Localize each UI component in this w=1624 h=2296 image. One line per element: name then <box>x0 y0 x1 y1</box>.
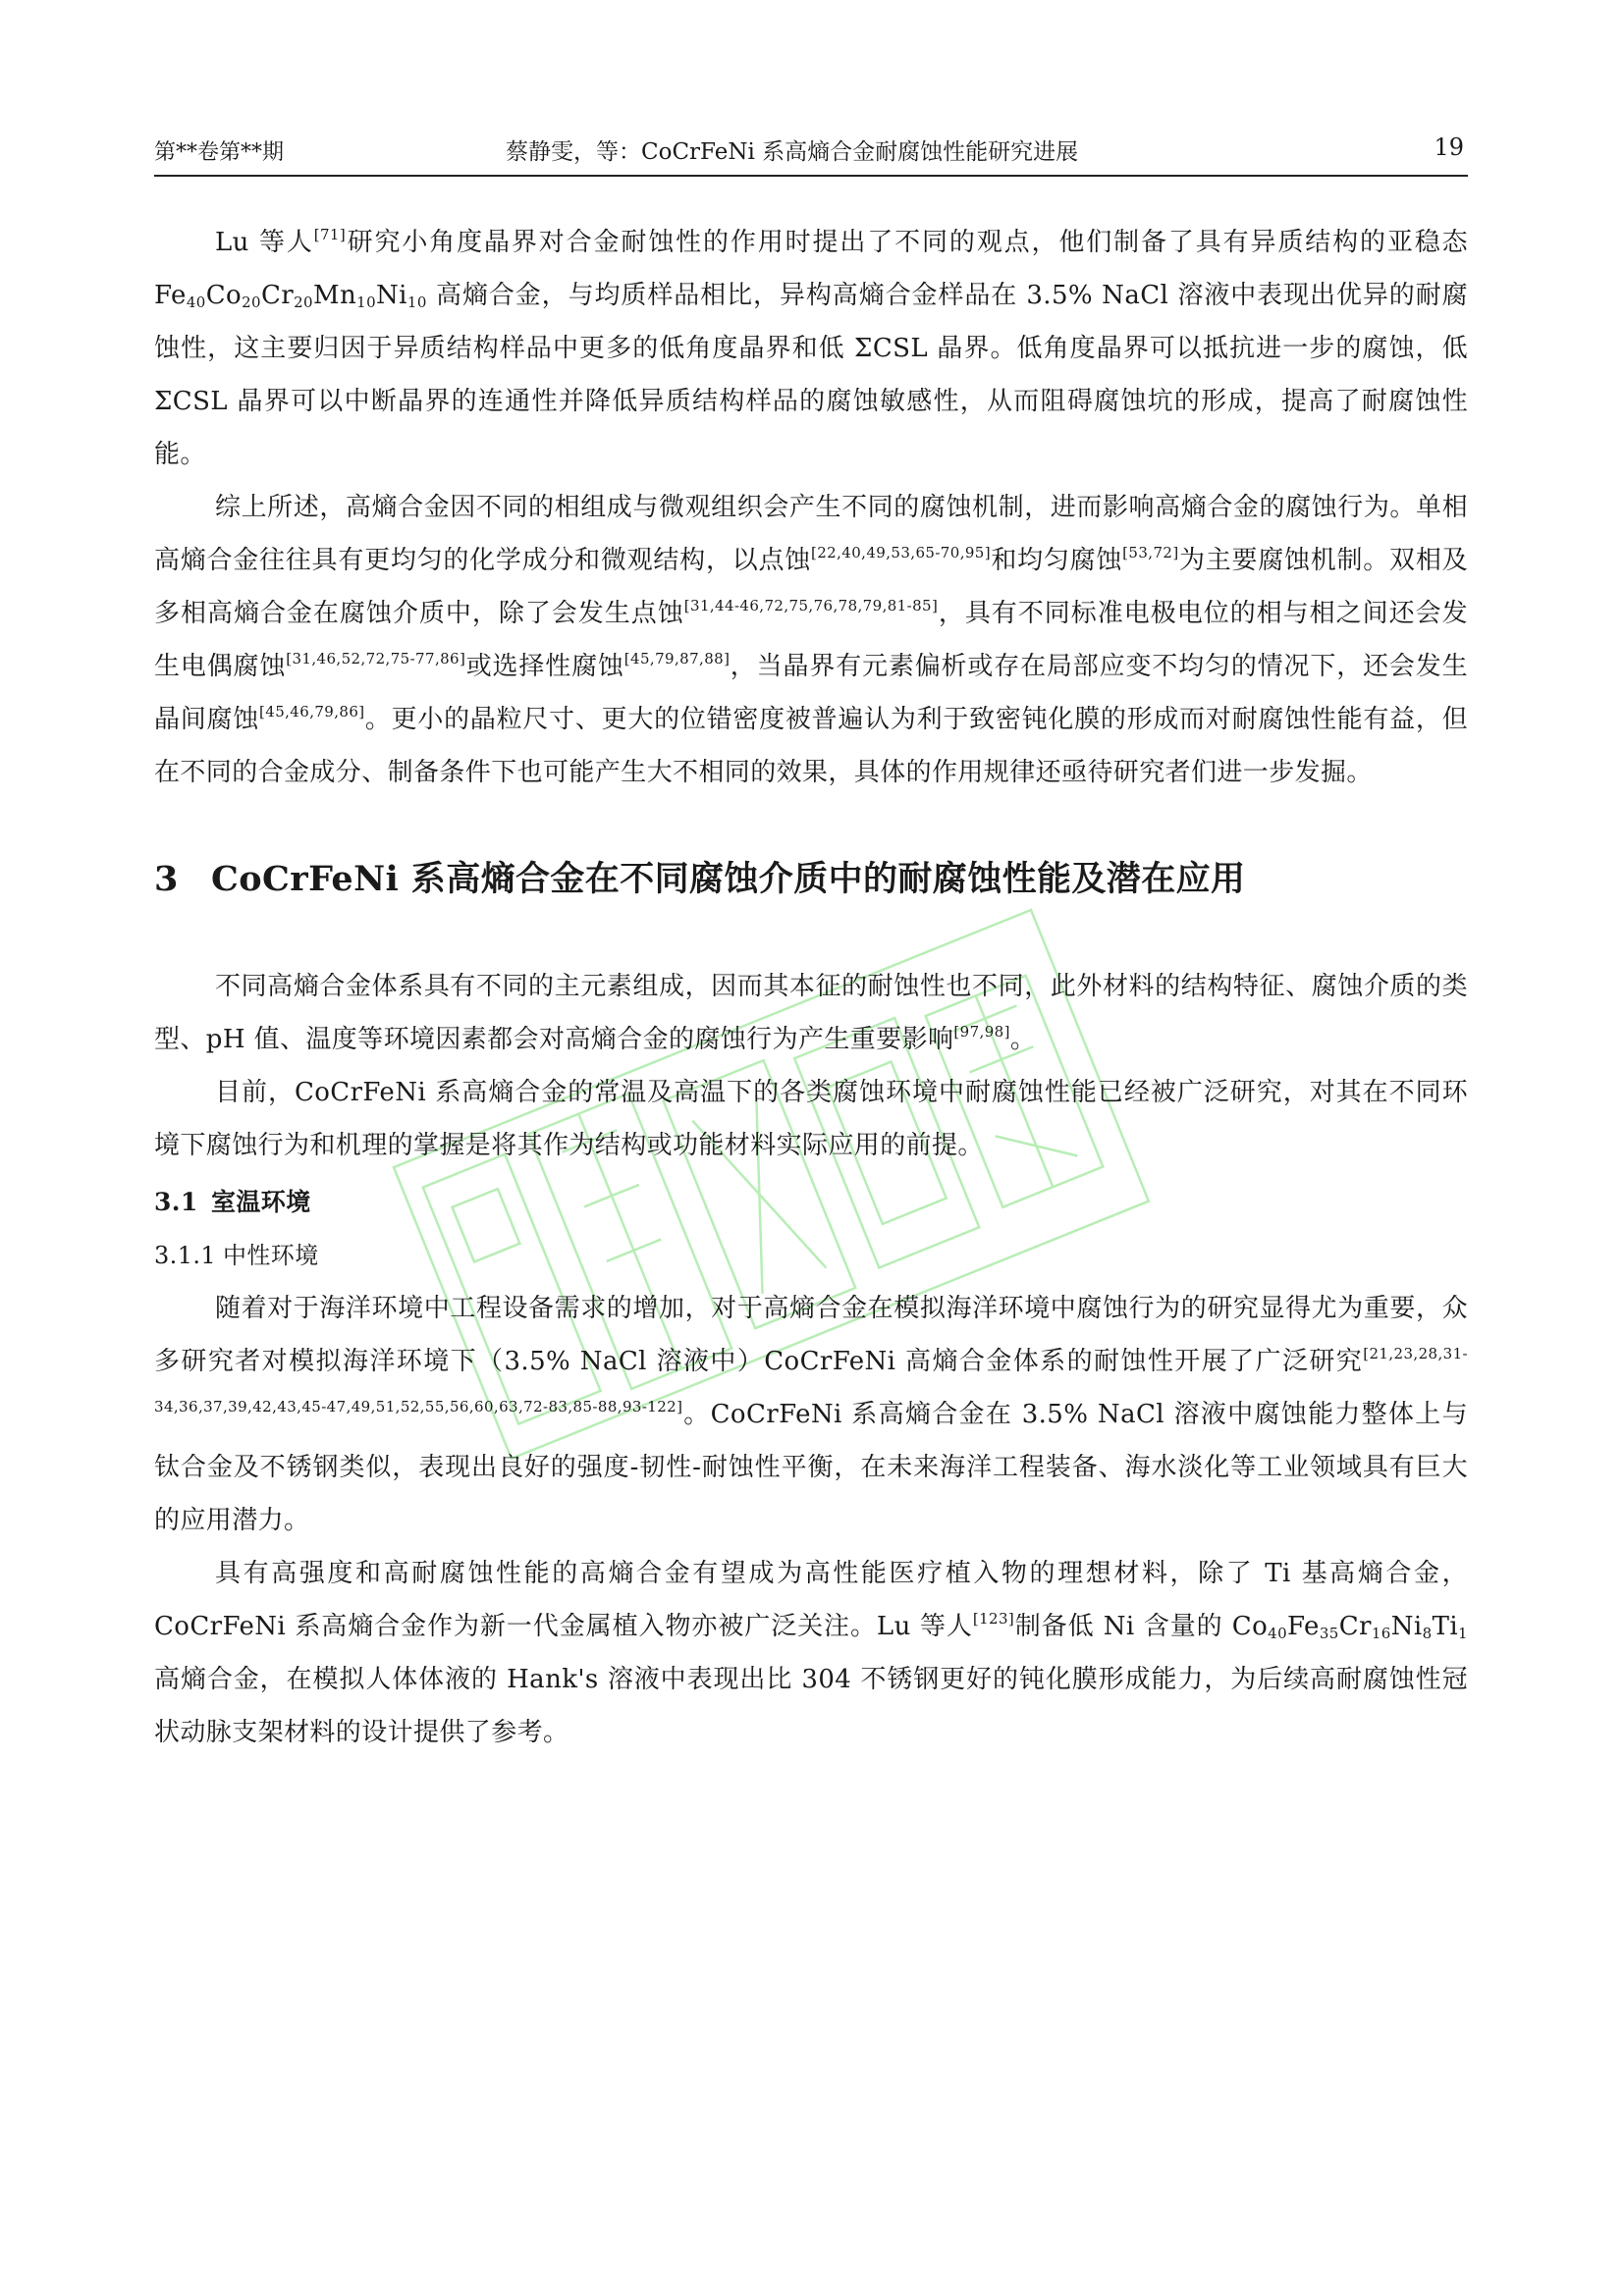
citation: [53,72] <box>1122 544 1179 561</box>
citation: [45,46,79,86] <box>259 703 365 721</box>
section-heading-3-1-1: 3.1.1 中性环境 <box>154 1242 319 1269</box>
paragraph-current-research: 目前，CoCrFeNi 系高熵合金的常温及高温下的各类腐蚀环境中耐腐蚀性能已经被广泛研究，对其在不同环境下腐蚀行为和机理的掌握是将其作为结构或功能材料实际应用的前提。 <box>154 1078 1468 1160</box>
article-body <box>154 216 1468 1759</box>
running-title: 蔡静雯，等：CoCrFeNi 系高熵合金耐腐蚀性能研究进展 <box>506 139 1079 165</box>
citation: [123] <box>972 1610 1015 1628</box>
citation: [71] <box>313 226 347 243</box>
paragraph-summary: 综上所述，高熵合金因不同的相组成与微观组织会产生不同的腐蚀机制，进而影响高熵合金的腐蚀行为。单相高熵合金往往具有更均匀的化学成分和微观结构，以点蚀[22,40,49,53,65-70,95]和均匀腐蚀[53,72]为主要腐蚀机制。双相及多相高熵合金在腐蚀介质中，除了会发生点蚀[31,44-46,72,75,76,78,79,81-85]，具有不同标准电极电位的相与相之间还会发生电偶腐蚀[31,46,52,72,75-77,86]或选择性腐蚀[45,79,87,88]，当晶界有元素偏析或存在局部应变不均匀的情况下，还会发生晶间腐蚀[45,46,79,86]。更小的晶粒尺寸、更大的位错密度被普遍认为利于致密钝化膜的形成而对耐腐蚀性能有益，但在不同的合金成分、制备条件下也可能产生大不相同的效果，具体的作用规律还亟待研究者们进一步发掘。 <box>154 493 1468 787</box>
citation: [22,40,49,53,65-70,95] <box>810 544 992 561</box>
section-heading-3-1: 3.1 室温环境 <box>154 1188 311 1216</box>
running-header <box>154 130 1468 177</box>
paragraph-lu-heterostructure: Lu 等人[71]研究小角度晶界对合金耐蚀性的作用时提出了不同的观点，他们制备了具有异质结构的亚稳态 $Fe_{40}Co_{20}Cr_{20}Mn_{10}Ni_{10}$ 高熵合金，与均质样品相比，异构高熵合金样品在 3.5% NaCl 溶液中表现出优异的耐腐蚀性，这主要归因于异质结构样品中更多的低角度晶界和低 ΣCSL 晶界。低角度晶界可以抵抗进一步的腐蚀，低 ΣCSL 晶界可以中断晶界的连通性并降低异质结构样品的腐蚀敏感性，从而阻碍腐蚀坑的形成，提高了耐腐蚀性能。 <box>154 226 1468 469</box>
paragraph-marine-environment: 随着对于海洋环境中工程设备需求的增加，对于高熵合金在模拟海洋环境中腐蚀行为的研究显得尤为重要，众多研究者对模拟海洋环境下（3.5% NaCl 溶液中）CoCrFeNi 高熵合金体系的耐蚀性开展了广泛研究[21,23,28,31-34,36,37,39,42,43,45-47,49,51,52,55,56,60,63,72-83,85-88,93-122]。CoCrFeNi 系高熵合金在 3.5% NaCl 溶液中腐蚀能力整体上与钛合金及不锈钢类似，表现出良好的强度-韧性-耐蚀性平衡，在未来海洋工程装备、海水淡化等工业领域具有巨大的应用潜力。 <box>154 1294 1468 1535</box>
citation: [21,23,28,31-34,36,37,39,42,43,45-47,49,51,52,55,56,60,63,72-83,85-88,93-122] <box>154 1345 1468 1415</box>
citation: [45,79,87,88] <box>623 650 731 667</box>
citation: [31,44-46,72,75,76,78,79,81-85] <box>683 597 939 614</box>
journal-volume-issue: 第**卷第**期 <box>154 140 285 165</box>
citation: [97,98] <box>953 1023 1010 1041</box>
citation: [31,46,52,72,75-77,86] <box>286 650 466 667</box>
section-heading-3: 3 CoCrFeNi 系高熵合金在不同腐蚀介质中的耐腐蚀性能及潜在应用 <box>154 859 1246 899</box>
page-number: 19 <box>1434 133 1464 161</box>
paragraph-intro-section3: 不同高熵合金体系具有不同的主元素组成，因而其本征的耐蚀性也不同，此外材料的结构特征、腐蚀介质的类型、pH 值、温度等环境因素都会对高熵合金的腐蚀行为产生重要影响[97,98]。 <box>154 972 1468 1054</box>
paragraph-medical-implants: 具有高强度和高耐腐蚀性能的高熵合金有望成为高性能医疗植入物的理想材料，除了 Ti 基高熵合金，CoCrFeNi 系高熵合金作为新一代金属植入物亦被广泛关注。Lu 等人[123]制备低 Ni 含量的 $Co_{40}Fe_{35}Cr_{16}Ni_8Ti_1$ 高熵合金，在模拟人体体液的 Hank's 溶液中表现出比 304 不锈钢更好的钝化膜形成能力，为后续高耐腐蚀性冠状动脉支架材料的设计提供了参考。 <box>154 1559 1468 1747</box>
